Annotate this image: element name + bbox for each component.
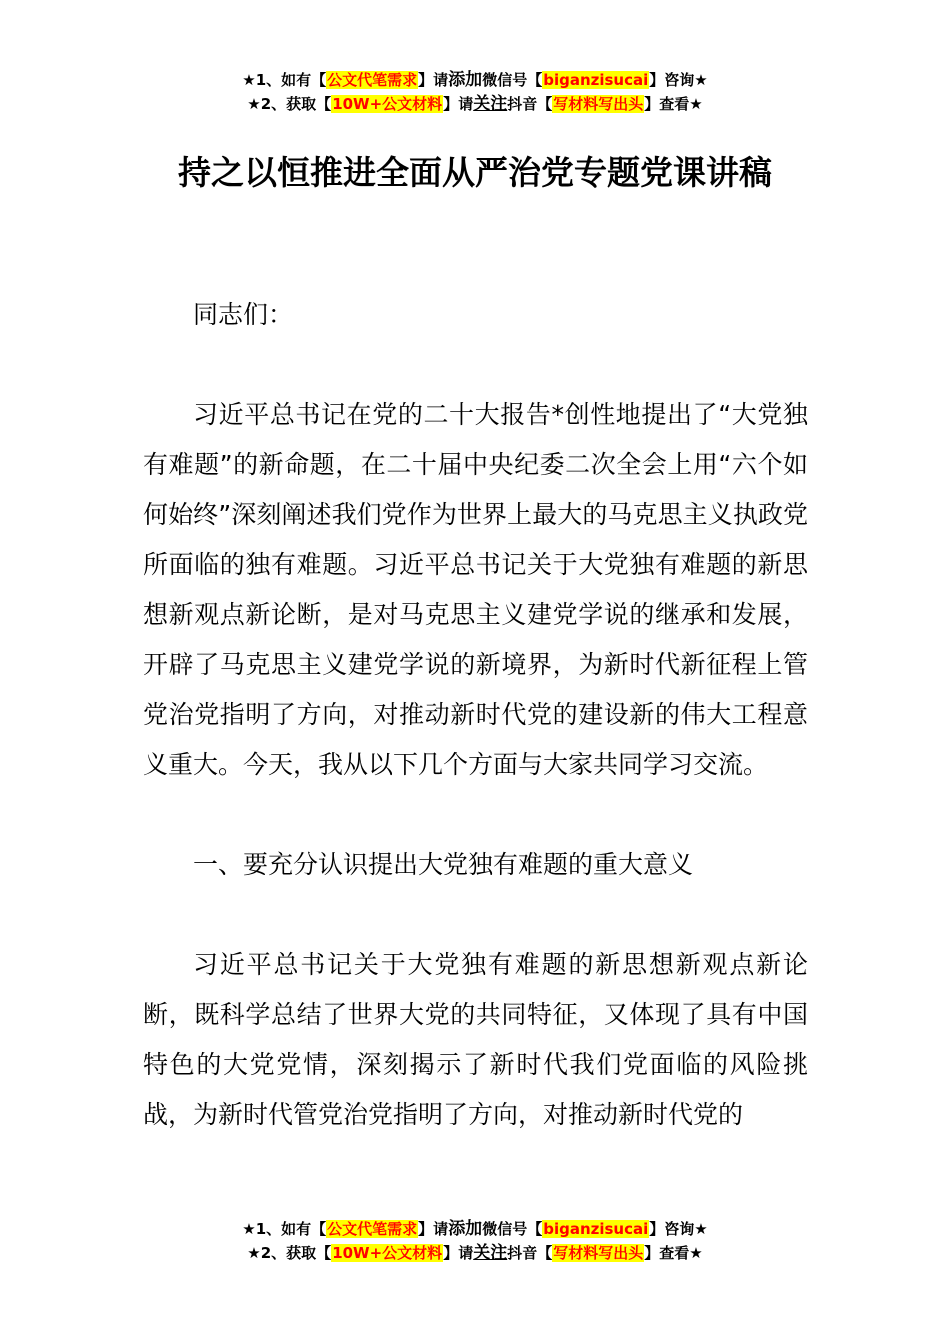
notice-line-1: ★1、如有【公文代笔需求】请添加微信号【biganzisucai】咨询★ [242,70,708,90]
header-notice [0,68,950,116]
notice-line-1: ★1、如有【公文代笔需求】请添加微信号【biganzisucai】咨询★ [242,1219,708,1239]
paragraph-section-1: 习近平总书记关于大党独有难题的新思想新观点新论断，既科学总结了世界大党的共同特征，又体现了具有中国特色的大党党情，深刻揭示了新时代我们党面临的风险挑战，为新时代管党治党指明了方向，对推动新时代党的 [143,950,808,1129]
notice-highlight-service: 公文代笔需求 [327,71,418,89]
notice-highlight-materials: 10W+公文材料 [332,1244,443,1262]
notice-highlight-wechat: biganzisucai [543,1220,649,1238]
document-body [143,290,808,1140]
notice-highlight-service: 公文代笔需求 [327,1220,418,1238]
notice-highlight-douyin: 写材料写出头 [553,95,644,113]
section-heading-1: 一、要充分认识提出大党独有难题的重大意义 [193,850,694,879]
notice-line-2: ★2、获取【10W+公文材料】请关注抖音【写材料写出头】查看★ [247,1243,703,1263]
notice-line-2: ★2、获取【10W+公文材料】请关注抖音【写材料写出头】查看★ [247,94,703,114]
paragraph-spacer [143,340,808,390]
notice-highlight-wechat: biganzisucai [543,71,649,89]
paragraph-spacer [143,890,808,940]
notice-highlight-douyin: 写材料写出头 [553,1244,644,1262]
paragraph-spacer [143,790,808,840]
footer-notice [0,1217,950,1265]
notice-highlight-materials: 10W+公文材料 [332,95,443,113]
paragraph-intro: 习近平总书记在党的二十大报告*创性地提出了“大党独有难题”的新命题，在二十届中央纪委二次全会上用“六个如何始终”深刻阐述我们党作为世界上最大的马克思主义执政党所面临的独有难题。习近平总书记关于大党独有难题的新思想新观点新论断，是对马克思主义建党学说的继承和发展，开辟了马克思主义建党学说的新境界，为新时代新征程上管党治党指明了方向，对推动新时代党的建设新的伟大工程意义重大。今天，我从以下几个方面与大家共同学习交流。 [143,400,808,779]
document-title: 持之以恒推进全面从严治党专题党课讲稿 [178,153,772,192]
salutation: 同志们： [193,300,294,329]
